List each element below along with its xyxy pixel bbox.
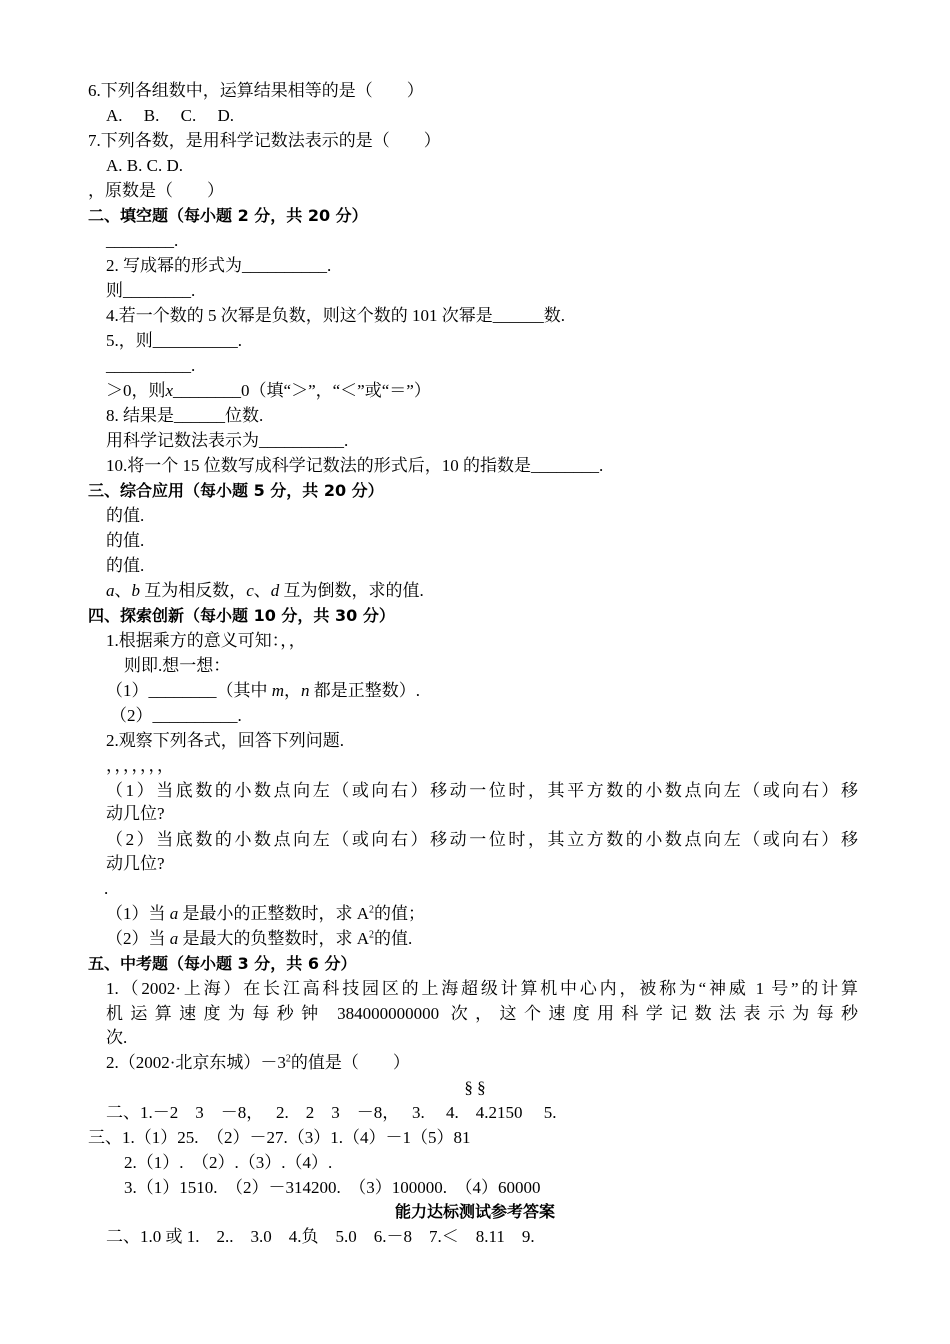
- fill-blank-3: 则________.: [106, 281, 196, 300]
- question-6: 6.下列各组数中，运算结果相等的是（ ）: [88, 81, 424, 100]
- section-heading-exploration: 四、探索创新（每小题 10 分，共 30 分）: [88, 606, 395, 625]
- exploration-1-part-1: （1）________（其中 m，n 都是正整数）.: [106, 681, 421, 700]
- fill-blank-2: 2. 写成幂的形式为__________.: [106, 256, 332, 275]
- exploration-1-think: 则即.想一想：: [124, 656, 231, 675]
- fill-blank-1: ________.: [106, 231, 179, 250]
- application-2: 的值.: [106, 531, 145, 550]
- exploration-2: 2.观察下列各式，回答下列问题.: [106, 731, 344, 750]
- exam-1-end: 次.: [106, 1028, 128, 1047]
- answer-application-2: 2.（1）. （2）.（3）.（4）.: [124, 1153, 333, 1172]
- exploration-3-part-2: （2）当 a 是最大的负整数时，求 $A^2$的值.: [106, 929, 413, 948]
- section-heading-exam: 五、中考题（每小题 3 分，共 6 分）: [88, 954, 357, 973]
- section-separator: § §: [464, 1078, 486, 1097]
- application-4: a、b 互为相反数，c、d 互为倒数，求的值.: [106, 581, 424, 600]
- application-3: 的值.: [106, 556, 145, 575]
- section-heading-fill-blank: 二、填空题（每小题 2 分，共 20 分）: [88, 206, 368, 225]
- exploration-2-part-1: （1）当底数的小数点向左（或向右）移动一位时，其平方数的小数点向左（或向右）移: [106, 781, 858, 800]
- exam-1: 1.（2002·上海）在长江高科技园区的上海超级计算机中心内，被称为“神威 1 号”的计算: [106, 979, 858, 998]
- fill-blank-5: 5.，则__________.: [106, 331, 242, 350]
- question-original-number: ，原数是（ ）: [88, 181, 224, 200]
- fill-blank-10: 10.将一个 15 位数写成科学记数法的形式后，10 的指数是________.: [106, 456, 604, 475]
- answer-fill-blank: 二、1.－2 3 －8， 2. 2 3 －8， 3. 4. 4.2150 5.: [106, 1103, 557, 1122]
- exploration-1: 1.根据乘方的意义可知：，，: [106, 631, 306, 650]
- question-7-options: A. B. C. D.: [106, 156, 183, 175]
- fill-blank-8: 8. 结果是______位数.: [106, 406, 264, 425]
- exploration-3: .: [104, 879, 109, 898]
- answer-application-3: 3.（1）1510. （2）－314200. （3）100000. （4）60000: [124, 1178, 541, 1197]
- exploration-1-part-2: （2）__________.: [110, 706, 242, 725]
- fill-blank-4: 4.若一个数的 5 次幂是负数，则这个数的 101 次幂是______数.: [106, 306, 565, 325]
- fill-blank-9: 用科学记数法表示为__________.: [106, 431, 349, 450]
- exam-1-cont: 机运算速度为每秒钟 384000000000 次，这个速度用科学记数法表示为每秒: [106, 1004, 858, 1023]
- exam-2: 2.（2002·北京东城）$-3^2$的值是（ ）: [106, 1053, 410, 1072]
- application-1: 的值.: [106, 506, 145, 525]
- section-heading-application: 三、综合应用（每小题 5 分，共 20 分）: [88, 481, 384, 500]
- exploration-2-part-2-cont: 动几位?: [106, 854, 165, 873]
- exploration-3-part-1: （1）当 a 是最小的正整数时，求 $A^2$的值；: [106, 904, 426, 923]
- answer-ability-fill-blank: 二、1.0 或 1. 2.. 3.0 4.负 5.0 6.－8 7.＜ 8.11 9.: [106, 1227, 535, 1246]
- exploration-2-formulas: ，，，，，，，: [106, 756, 174, 775]
- fill-blank-6: __________.: [106, 356, 196, 375]
- exploration-2-part-2: （2）当底数的小数点向左（或向右）移动一位时，其立方数的小数点向左（或向右）移: [106, 830, 858, 849]
- question-6-options: A. B. C. D.: [106, 106, 234, 125]
- exploration-2-part-1-cont: 动几位?: [106, 804, 165, 823]
- answer-title: 能力达标测试参考答案: [394, 1202, 555, 1221]
- fill-blank-7: ＞0，则x________0（填“＞”，“＜”或“＝”）: [106, 381, 431, 400]
- question-7: 7.下列各数，是用科学记数法表示的是（ ）: [88, 131, 441, 150]
- answer-application-1: 三、1.（1）25. （2）－27.（3）1.（4）－1（5）81: [88, 1128, 471, 1147]
